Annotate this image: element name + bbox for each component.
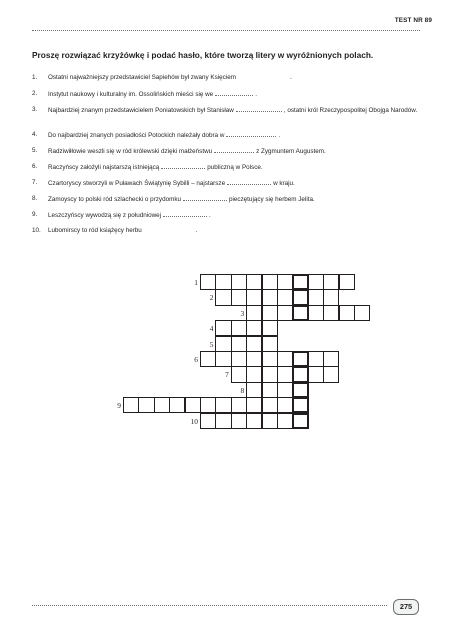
answer-blank[interactable] — [163, 211, 207, 217]
question-number: 1. — [32, 74, 38, 81]
answer-blank[interactable] — [144, 227, 194, 232]
answer-blank[interactable] — [215, 90, 253, 96]
crossword-cell[interactable] — [339, 274, 355, 290]
crossword-cell[interactable] — [323, 305, 339, 321]
crossword-cell[interactable] — [262, 413, 278, 429]
crossword-cell[interactable] — [246, 274, 262, 290]
header-divider — [32, 30, 420, 31]
footer-divider — [32, 605, 387, 606]
crossword-row-number: 1 — [194, 278, 198, 287]
crossword-cell[interactable] — [262, 320, 278, 336]
question-number: 3. — [32, 106, 38, 113]
crossword-cell[interactable] — [169, 397, 185, 413]
question-number: 4. — [32, 131, 38, 138]
crossword-cell[interactable] — [185, 397, 201, 413]
crossword-cell[interactable] — [246, 305, 262, 321]
crossword-cell[interactable] — [231, 289, 247, 305]
crossword-cell[interactable] — [277, 274, 293, 290]
crossword-cell[interactable] — [231, 366, 247, 382]
question-text-end: . — [209, 212, 211, 219]
question-number: 7. — [32, 179, 38, 186]
crossword-cell[interactable] — [200, 413, 216, 429]
crossword-cell[interactable] — [323, 351, 339, 367]
crossword-cell[interactable] — [231, 336, 247, 352]
crossword-solution-cell[interactable] — [292, 305, 308, 321]
crossword-cell[interactable] — [215, 397, 231, 413]
crossword-cell[interactable] — [215, 289, 231, 305]
crossword-solution-cell[interactable] — [292, 382, 308, 398]
crossword-cell[interactable] — [200, 397, 216, 413]
crossword-cell[interactable] — [231, 397, 247, 413]
crossword-cell[interactable] — [277, 366, 293, 382]
crossword-cell[interactable] — [308, 289, 324, 305]
answer-blank[interactable] — [238, 74, 288, 79]
crossword-row-number: 3 — [240, 308, 245, 318]
crossword-cell[interactable] — [262, 351, 278, 367]
question-text-end: , ostatni król Rzeczypospolitej Obojga Narodów. — [283, 107, 418, 114]
crossword-cell[interactable] — [262, 336, 278, 352]
crossword-cell[interactable] — [262, 366, 278, 382]
crossword-cell[interactable] — [277, 413, 293, 429]
crossword-cell[interactable] — [246, 351, 262, 367]
crossword-cell[interactable] — [339, 305, 355, 321]
question-number: 8. — [32, 195, 38, 202]
crossword-cell[interactable] — [154, 397, 170, 413]
crossword-cell[interactable] — [246, 382, 262, 398]
crossword-cell[interactable] — [200, 274, 216, 290]
crossword-solution-cell[interactable] — [292, 366, 308, 382]
crossword-row-number: 4 — [209, 324, 214, 334]
question-text-end: . — [255, 91, 257, 98]
crossword-cell[interactable] — [246, 289, 262, 305]
answer-blank[interactable] — [226, 131, 276, 137]
question-text-end: . — [289, 74, 292, 81]
question-number: 2. — [32, 90, 38, 97]
crossword-cell[interactable] — [262, 274, 278, 290]
crossword-cell[interactable] — [308, 366, 324, 382]
question-text-end: w kraju. — [273, 180, 295, 187]
question-number: 10. — [32, 227, 41, 234]
question-text-end: pieczętujący się herbem Jelita. — [228, 196, 315, 203]
crossword-row-number: 10 — [190, 416, 198, 426]
crossword-cell[interactable] — [323, 366, 339, 382]
crossword-cell[interactable] — [277, 351, 293, 367]
crossword-cell[interactable] — [277, 397, 293, 413]
crossword-row-number: 6 — [194, 355, 198, 364]
crossword-cell[interactable] — [231, 413, 247, 429]
crossword-cell[interactable] — [246, 336, 262, 352]
instruction-text: Proszę rozwiązać krzyżówkę i podać hasło, które tworzą litery w wyróżnionych polach. — [32, 50, 374, 60]
crossword-cell[interactable] — [231, 274, 247, 290]
crossword-cell[interactable] — [277, 305, 293, 321]
question-text: Lubomirscy to ród książęcy herbu — [48, 227, 142, 234]
question-text: Czartoryscy stworzyli w Puławach Świątynię Sybilli – najstarsze — [48, 180, 226, 187]
crossword-cell[interactable] — [231, 351, 247, 367]
crossword-cell[interactable] — [215, 274, 231, 290]
question-text: Ostatni najważniejszy przedstawiciel Sapiehów był zwany Księciem — [48, 74, 236, 81]
question-number: 6. — [32, 163, 38, 170]
page-number: 275 — [393, 599, 419, 615]
crossword-cell[interactable] — [262, 289, 278, 305]
question-text: Najbardziej znanym przedstawicielem Poniatowskich był Stanisław — [48, 107, 234, 114]
crossword-solution-cell[interactable] — [292, 413, 308, 429]
crossword-row-number: 7 — [225, 370, 229, 380]
question-number: 5. — [32, 147, 38, 154]
crossword-cell[interactable] — [323, 274, 339, 290]
crossword-row-number: 9 — [117, 401, 121, 411]
crossword-cell[interactable] — [246, 366, 262, 382]
question-text: Zamoyscy to polski ród szlachecki o przydomku — [48, 196, 181, 203]
question-text: Leszczyńscy wywodzą się z południowej — [48, 212, 162, 219]
crossword-cell[interactable] — [246, 320, 262, 336]
crossword-cell[interactable] — [246, 413, 262, 429]
crossword-cell[interactable] — [308, 305, 324, 321]
crossword-cell[interactable] — [215, 351, 231, 367]
answer-blank[interactable] — [183, 195, 227, 201]
crossword-cell[interactable] — [246, 397, 262, 413]
crossword-solution-cell[interactable] — [292, 351, 308, 367]
crossword-row-number: 8 — [240, 385, 245, 395]
crossword-cell[interactable] — [262, 397, 278, 413]
crossword-cell[interactable] — [231, 320, 247, 336]
crossword-cell[interactable] — [215, 320, 231, 336]
crossword-cell[interactable] — [200, 351, 216, 367]
answer-blank[interactable] — [227, 179, 271, 185]
crossword-cell[interactable] — [262, 382, 278, 398]
question-text: Instytut naukowy i kulturalny im. Ossolińskich mieści się we — [48, 91, 214, 98]
answer-blank[interactable] — [236, 106, 282, 112]
question-text: Raczyńscy założyli najstarszą istniejącą — [48, 164, 160, 171]
crossword-cell[interactable] — [323, 289, 339, 305]
crossword-row-number: 5 — [209, 339, 214, 349]
crossword-cell[interactable] — [262, 305, 278, 321]
crossword-row-number: 2 — [209, 293, 214, 303]
crossword-cell[interactable] — [138, 397, 154, 413]
question-text: Do najbardziej znanych posiadłości Potockich należały dobra w — [48, 132, 225, 139]
crossword-solution-cell[interactable] — [292, 289, 308, 305]
crossword-cell[interactable] — [123, 397, 139, 413]
test-number-label: TEST NR 89 — [394, 17, 432, 24]
crossword-cell[interactable] — [308, 274, 324, 290]
question-text: Radziwiłłowie weszli się w ród królewski dzięki małżeństwu — [48, 148, 213, 155]
crossword-solution-cell[interactable] — [292, 397, 308, 413]
question-text-end: publiczną w Polsce. — [207, 164, 263, 171]
crossword-cell[interactable] — [308, 351, 324, 367]
crossword-cell[interactable] — [215, 413, 231, 429]
question-number: 9. — [32, 211, 38, 218]
answer-blank[interactable] — [214, 147, 254, 153]
crossword-cell[interactable] — [277, 382, 293, 398]
crossword-cell[interactable] — [215, 336, 231, 352]
crossword-solution-cell[interactable] — [292, 274, 308, 290]
question-text-end: . — [195, 227, 198, 234]
question-text-end: . — [278, 132, 281, 139]
answer-blank[interactable] — [161, 163, 205, 169]
crossword-cell[interactable] — [354, 305, 370, 321]
question-text-end: z Zygmuntem Augustem. — [256, 148, 326, 155]
crossword-cell[interactable] — [277, 289, 293, 305]
